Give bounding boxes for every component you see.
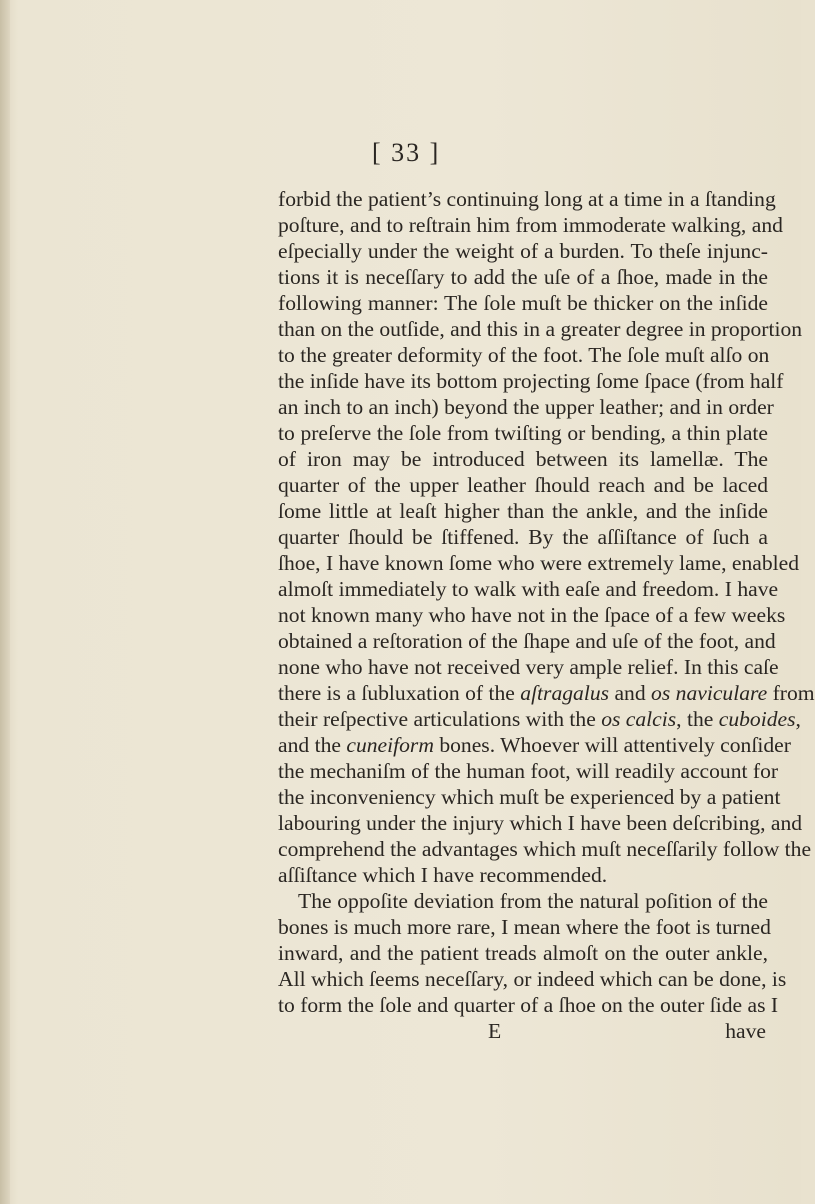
text-line: bones is much more rare, I mean where the foot is turned [278,915,771,939]
text-line-italic [278,732,791,758]
text-line: The oppoſite deviation from the natural poſition of the [298,889,768,913]
text-run: their reſpective articulations with the [278,707,602,731]
text-line: of iron may be introduced between its lamellæ. The [278,447,768,471]
text-run: bones. Whoever will attentively conſider [433,733,791,757]
page-gutter [0,0,10,1204]
text-line: tions it is neceſſary to add the uſe of a ſhoe, made in the [278,265,768,289]
text-line: comprehend the advantages which muſt neceſſarily follow the [278,837,812,861]
text-run: , the [676,707,719,731]
text-line: poſture, and to reſtrain him from immoderate walking, and [278,213,783,237]
text-line: following manner: The ſole muſt be thicker on the inſide [278,291,768,315]
text-run: and the [278,733,347,757]
text-run: and [609,681,652,705]
text-line: forbid the patient’s continuing long at a time in a ſtanding [278,187,776,211]
text-line: to form the ſole and quarter of a ſhoe on the outer ſide as I [278,993,779,1017]
catchword: have [725,1019,766,1043]
text-line: All which ſeems neceſſary, or indeed which can be done, is [278,967,787,991]
signature-mark: E [488,1019,502,1043]
text-line: than on the outſide, and this in a greater degree in proportion [278,317,803,341]
text-line-italic [278,706,801,732]
text-line: ſhoe, I have known ſome who were extremely lame, enabled [278,551,800,575]
italic-term: cuneiform [346,733,434,757]
text-line: eſpecially under the weight of a burden. To theſe injunc- [278,239,768,263]
text-line: inward, and the patient treads almoſt on the outer ankle, [278,941,768,965]
body-text [278,186,815,1044]
text-line: to preſerve the ſole from twiſting or bending, a thin plate [278,421,768,445]
text-line: the inſide have its bottom projecting ſome ſpace (from half [278,369,784,393]
text-run: , [795,707,801,731]
text-line: obtained a reſtoration of the ſhape and uſe of the foot, and [278,629,776,653]
page-number: [ 33 ] [372,138,441,167]
text-line: aſſiſtance which I have recommended. [278,863,608,887]
text-run: there is a ſubluxation of the [278,681,521,705]
text-line: to the greater deformity of the foot. The ſole muſt alſo on [278,343,770,367]
text-line: none who have not received very ample relief. In this caſe [278,655,779,679]
catchline [278,1018,768,1044]
italic-term: os calcis [601,707,677,731]
text-line: quarter of the upper leather ſhould reach and be laced [278,473,768,497]
text-line: ſome little at leaſt higher than the ankle, and the inſide [278,499,768,523]
text-line: almoſt immediately to walk with eaſe and freedom. I have [278,577,779,601]
italic-term: os naviculare [651,681,768,705]
text-line: the inconveniency which muſt be experienced by a patient [278,785,781,809]
text-run: from [767,681,815,705]
text-line: the mechaniſm of the human foot, will readily account for [278,759,779,783]
text-line: quarter ſhould be ſtiffened. By the aſſiſtance of ſuch a [278,525,768,549]
text-line: labouring under the injury which I have been deſcribing, and [278,811,803,835]
text-line: an inch to an inch) beyond the upper leather; and in order [278,395,774,419]
italic-term: aſtragalus [520,681,610,705]
text-line-italic [278,680,815,706]
italic-term: cuboides [718,707,796,731]
text-line: not known many who have not in the ſpace of a few weeks [278,603,786,627]
